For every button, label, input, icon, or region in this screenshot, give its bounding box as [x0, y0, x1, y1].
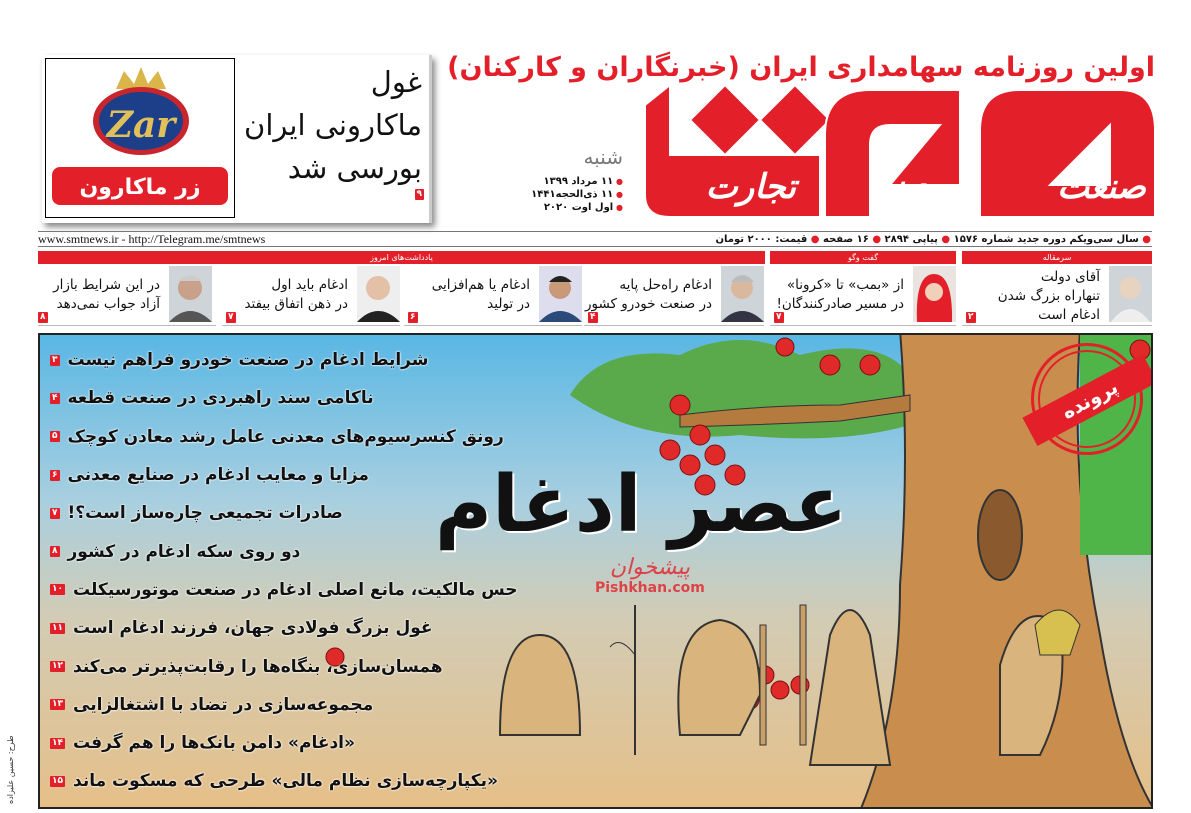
- author-photo: [357, 266, 400, 322]
- headline-text: حس مالکیت، مانع اصلی ادغام در صنعت موتورسیکلت: [73, 579, 518, 600]
- headline-item[interactable]: [50, 456, 500, 494]
- page-badge: ۶: [410, 312, 416, 322]
- slogan: اولین روزنامه سهامداری ایران (خبرنگاران و کارکنان): [447, 52, 1155, 83]
- website-links[interactable]: www.smtnews.ir - http://Telegram.me/smtnews: [38, 232, 266, 246]
- headline-text: «ادغام» دامن بانک‌ها را هم گرفت: [73, 733, 355, 754]
- logo-word-trade: تجارت: [705, 167, 796, 207]
- headline-text: غول بزرگ فولادی جهان، فرزند ادغام است: [73, 618, 433, 639]
- page-badge: ۴: [52, 392, 58, 403]
- page-badge: ۱۱: [52, 622, 63, 633]
- section-notes: یادداشت‌های امروز: [38, 251, 765, 264]
- ad-line: ماکارونی ایران: [244, 108, 422, 142]
- watermark-fa: پیشخوان: [609, 555, 691, 580]
- headline-text: ناکامی سند راهبردی در صنعت قطعه: [67, 388, 374, 409]
- opinion-item[interactable]: [404, 266, 582, 326]
- headline-text: مجموعه‌سازی در تضاد با اشتغالزایی: [73, 694, 374, 715]
- opinion-title: [244, 276, 348, 314]
- section-editorial: سرمقاله: [962, 251, 1152, 264]
- page-badge: ۵: [52, 431, 58, 442]
- headline-item[interactable]: [50, 571, 518, 609]
- page-badge: ۱۴: [52, 737, 63, 748]
- stamp-label: پرونده: [1022, 354, 1153, 446]
- line: ادغام راه‌حل پایه: [619, 277, 712, 293]
- page-badge: ۲: [968, 312, 974, 322]
- headline-text: مزایا و معایب ادغام در صنایع معدنی: [67, 465, 369, 486]
- line: از «بمب» تا «کرونا»: [786, 277, 904, 293]
- headline-item[interactable]: [50, 686, 500, 724]
- section-interview: گفت وگو: [770, 251, 956, 264]
- headline-text: صادرات تجمیعی چاره‌ساز است؟!: [67, 503, 343, 524]
- weekday: شنبه: [583, 145, 623, 169]
- ad-headline: [237, 61, 422, 199]
- opinion-item[interactable]: [584, 266, 764, 326]
- opinion-item[interactable]: [222, 266, 400, 326]
- cover-title: عصر ادغام: [435, 460, 848, 550]
- page-badge: ۸: [52, 546, 58, 557]
- zar-macaron-logo: [45, 58, 235, 218]
- serial-number: پیاپی ۲۸۹۴: [884, 234, 938, 245]
- line: در ذهن اتفاق بیفتد: [244, 296, 348, 312]
- headline-item[interactable]: [50, 724, 500, 762]
- line: در صنعت خودرو کشور: [584, 296, 712, 312]
- headline-item[interactable]: [50, 609, 500, 647]
- page-badge: ۱۳: [52, 699, 63, 710]
- page-badge: ۶: [52, 469, 58, 480]
- issue-info: ● سال سی‌ویکم دوره جدید شماره ۱۵۷۶ ● پیاپی ۲۸۹۴ ● ۱۶ صفحه ● قیمت: ۲۰۰۰ تومان: [715, 234, 1151, 245]
- svg-text:Zar: Zar: [106, 104, 176, 146]
- headline-item[interactable]: [50, 647, 500, 685]
- headline-text: «یکپارچه‌سازی نظام مالی» طرحی که مسکوت ماند: [73, 771, 498, 792]
- page-badge: ۸: [40, 312, 46, 322]
- cover-story[interactable]: [38, 333, 1153, 809]
- headline-item[interactable]: [50, 494, 500, 532]
- headline-list: [50, 341, 518, 801]
- page-badge: ۷: [228, 312, 234, 322]
- headline-text: دو روی سکه ادغام در کشور: [67, 541, 301, 562]
- opinion-title: [776, 276, 904, 314]
- author-photo: [539, 266, 582, 322]
- page-badge: ۷: [52, 507, 58, 518]
- line: در این شرایط بازار: [53, 277, 160, 293]
- date-solar: ● ۱۱ مرداد ۱۳۹۹: [505, 175, 623, 188]
- opinion-title: [432, 276, 530, 314]
- date-block: [505, 145, 623, 214]
- headline-text: رونق کنسرسیوم‌های معدنی عامل رشد معادن کوچک: [67, 426, 504, 447]
- page-badge: ۴: [590, 312, 596, 322]
- page-badge: ۳: [52, 354, 58, 365]
- author-photo: [721, 266, 764, 322]
- headline-text: شرایط ادغام در صنعت خودرو فراهم نیست: [67, 350, 429, 371]
- line: در تولید: [487, 296, 530, 312]
- headline-item[interactable]: [50, 532, 500, 570]
- line: ادغام است: [1038, 307, 1100, 323]
- headline-item[interactable]: [50, 762, 500, 800]
- watermark-en: Pishkhan.com: [595, 580, 705, 596]
- page-badge: ۱۰: [52, 584, 63, 595]
- logo-word-industry: صنعت: [1057, 167, 1146, 207]
- page-badge: ۷: [776, 312, 782, 322]
- author-photo: [1109, 266, 1152, 322]
- headline-item[interactable]: [50, 341, 500, 379]
- line: تنهاراه بزرگ شدن: [997, 288, 1100, 304]
- line: ادغام باید اول: [271, 277, 348, 293]
- ad-line: بورسی شد: [287, 151, 422, 185]
- page-count: ۱۶ صفحه: [823, 234, 869, 245]
- opinion-title: [998, 268, 1100, 325]
- opinion-item[interactable]: [38, 266, 216, 326]
- price: قیمت: ۲۰۰۰ تومان: [715, 234, 808, 245]
- page-badge: ۹: [416, 189, 422, 199]
- date-lunar: ● ۱۱ ذی‌الحجه۱۴۴۱: [505, 188, 623, 201]
- page-badge: ۱۵: [52, 775, 63, 786]
- author-photo: [913, 266, 956, 322]
- ad-line: غول: [370, 65, 422, 99]
- line: آزاد جواب نمی‌دهد: [56, 296, 160, 312]
- author-photo: [169, 266, 212, 322]
- logo-word-mine: معدن: [888, 167, 966, 207]
- ad-logo-fa: زر ماکارون: [79, 175, 201, 200]
- opinion-title: [53, 276, 160, 314]
- headline-item[interactable]: [50, 379, 500, 417]
- opinion-title: [585, 276, 712, 314]
- illustration-credit: طرح: حسین علیزاده: [6, 735, 15, 804]
- headline-item[interactable]: [50, 418, 504, 456]
- line: در مسیر صادرکنندگان!: [776, 296, 904, 312]
- opinion-item[interactable]: [962, 266, 1152, 326]
- opinion-item[interactable]: [770, 266, 956, 326]
- line: آقای دولت: [1040, 269, 1100, 285]
- newspaper-logo[interactable]: [640, 85, 1156, 217]
- headline-text: همسان‌سازی، بنگاه‌ها را رقابت‌پذیرتر می‌کند: [73, 656, 443, 677]
- dossier-stamp: [1031, 343, 1143, 455]
- advertisement-box[interactable]: [42, 55, 432, 223]
- page-badge: ۱۲: [52, 661, 63, 672]
- watermark: [595, 555, 705, 596]
- date-gregorian: ● اول اوت ۲۰۲۰: [505, 201, 623, 214]
- issue-number: سال سی‌ویکم دوره جدید شماره ۱۵۷۶: [953, 234, 1139, 245]
- line: ادغام یا هم‌افزایی: [431, 277, 530, 293]
- divider: [38, 246, 1152, 247]
